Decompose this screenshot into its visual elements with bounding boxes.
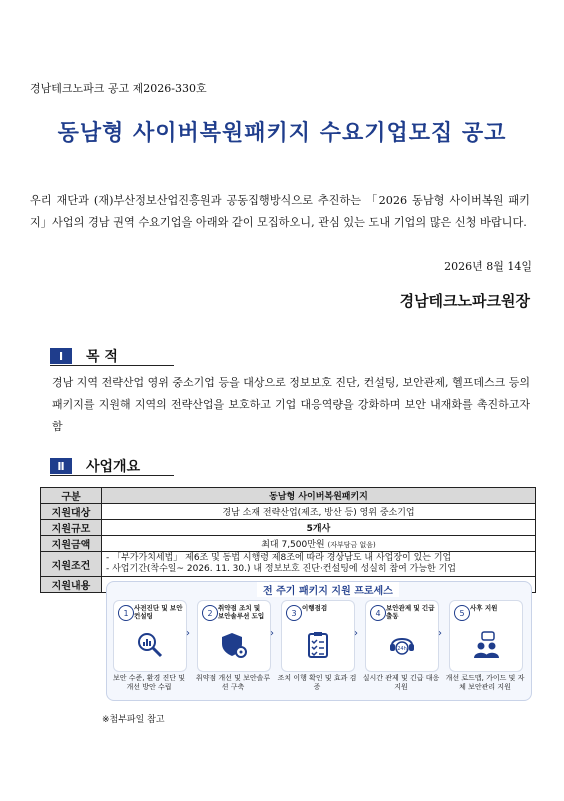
table-row — [41, 488, 536, 504]
row-value-condition — [102, 552, 536, 577]
table-header-value: 동남형 사이버복원패키지 — [102, 488, 536, 504]
signer: 경남테크노파크원장 — [399, 292, 530, 310]
table-row — [41, 536, 536, 552]
row-value-scale: 5개사 — [102, 520, 536, 536]
section-label: 목 적 — [86, 349, 118, 365]
section-number: Ⅱ — [50, 458, 72, 474]
process-title: 전 주기 패키지 지원 프로세스 — [257, 582, 399, 597]
step-title: 보안관제 및 긴급 출동 — [386, 604, 435, 620]
process-step — [365, 600, 439, 672]
amount-value: 최대 7,500만원 — [261, 540, 325, 550]
row-value-target: 경남 소재 전략산업(제조, 방산 등) 영위 중소기업 — [102, 504, 536, 520]
table-row — [41, 552, 536, 577]
section-underline — [50, 475, 174, 476]
step-description: 보안 수준, 환경 진단 및 개선 방안 수립 — [113, 674, 185, 691]
step-title: 사후 지원 — [470, 604, 498, 612]
section-underline — [50, 365, 174, 366]
process-step — [113, 600, 187, 672]
step-title: 사전진단 및 보안 컨설팅 — [134, 604, 183, 620]
step-description: 실시간 관제 및 긴급 대응 지원 — [362, 674, 440, 691]
chevron-right-icon: › — [186, 628, 190, 639]
announcement-date: 2026년 8월 14일 — [444, 260, 532, 273]
step-description: 조치 이행 확인 및 효과 검증 — [277, 674, 357, 691]
chevron-right-icon: › — [438, 628, 442, 639]
people-chat-icon — [472, 631, 500, 659]
svg-text:24h: 24h — [397, 646, 407, 652]
step-number: 4 — [370, 605, 386, 621]
row-label-amount: 지원금액 — [41, 536, 102, 552]
page-title: 동남형 사이버복원패키지 수요기업모집 공고 — [57, 121, 507, 146]
step-title: 취약점 조치 및 보안솔루션 도입 — [218, 604, 265, 620]
shield-gear-icon — [220, 631, 248, 659]
process-diagram — [106, 581, 532, 701]
row-label-content: 지원내용 — [41, 577, 102, 593]
overview-table — [40, 487, 536, 691]
step-description: 개선 로드맵, 가이드 및 자체 보안관리 지원 — [445, 674, 525, 691]
notice-number: 경남테크노파크 공고 제2026-330호 — [30, 82, 207, 95]
checklist-icon — [304, 631, 332, 659]
process-step — [449, 600, 523, 672]
chevron-right-icon: › — [270, 628, 274, 639]
table-row — [41, 520, 536, 536]
table-header-category: 구분 — [41, 488, 102, 504]
condition-line: - 사업기간(착수일~ 2026. 11. 30.) 내 정보보호 진단·컨설팅에 성실히 참여 가능한 기업 — [106, 564, 456, 574]
process-step — [281, 600, 355, 672]
table-row — [41, 577, 536, 593]
chevron-right-icon: › — [354, 628, 358, 639]
row-value-amount — [102, 536, 536, 552]
step-description: 취약점 개선 및 보안솔루션 구축 — [195, 674, 271, 691]
magnifier-chart-icon — [136, 631, 164, 659]
condition-line: - 「부가가치세법」 제6조 및 동법 시행령 제8조에 따라 경상남도 내 사업장이 있는 기업 — [106, 553, 452, 563]
process-cell — [102, 577, 536, 691]
step-title: 이행점검 — [302, 604, 328, 612]
purpose-paragraph: 경남 지역 전략산업 영위 중소기업 등을 대상으로 정보보호 진단, 컨설팅, 보안관제, 헬프데스크 등의 패키지를 지원해 지역의 전략산업을 보호하고 기업 대응역량을 강화하며 보안 내재화를 촉진하고자 함 — [52, 376, 530, 433]
step-number: 3 — [286, 605, 302, 621]
section-number: Ⅰ — [50, 348, 72, 364]
headset-24h-icon — [388, 631, 416, 659]
step-number: 1 — [118, 605, 134, 621]
row-label-condition: 지원조건 — [41, 552, 102, 577]
row-label-target: 지원대상 — [41, 504, 102, 520]
step-number: 5 — [454, 605, 470, 621]
amount-note: (자부담금 없음) — [327, 541, 376, 549]
section-overview-heading — [50, 456, 140, 476]
intro-paragraph: 우리 재단과 (재)부산정보산업진흥원과 공동집행방식으로 추진하는 「2026 동남형 사이버복원 패키지」사업의 경남 권역 수요기업을 아래와 같이 모집하오니, 관심 있는 도내 기업의 많은 신청 바랍니다. — [30, 194, 530, 229]
process-step — [197, 600, 271, 672]
section-label: 사업개요 — [86, 459, 141, 475]
attachment-note: ※첨부파일 참고 — [102, 715, 165, 725]
section-purpose-heading — [50, 346, 118, 366]
row-label-scale: 지원규모 — [41, 520, 102, 536]
table-row — [41, 504, 536, 520]
step-number: 2 — [202, 605, 218, 621]
